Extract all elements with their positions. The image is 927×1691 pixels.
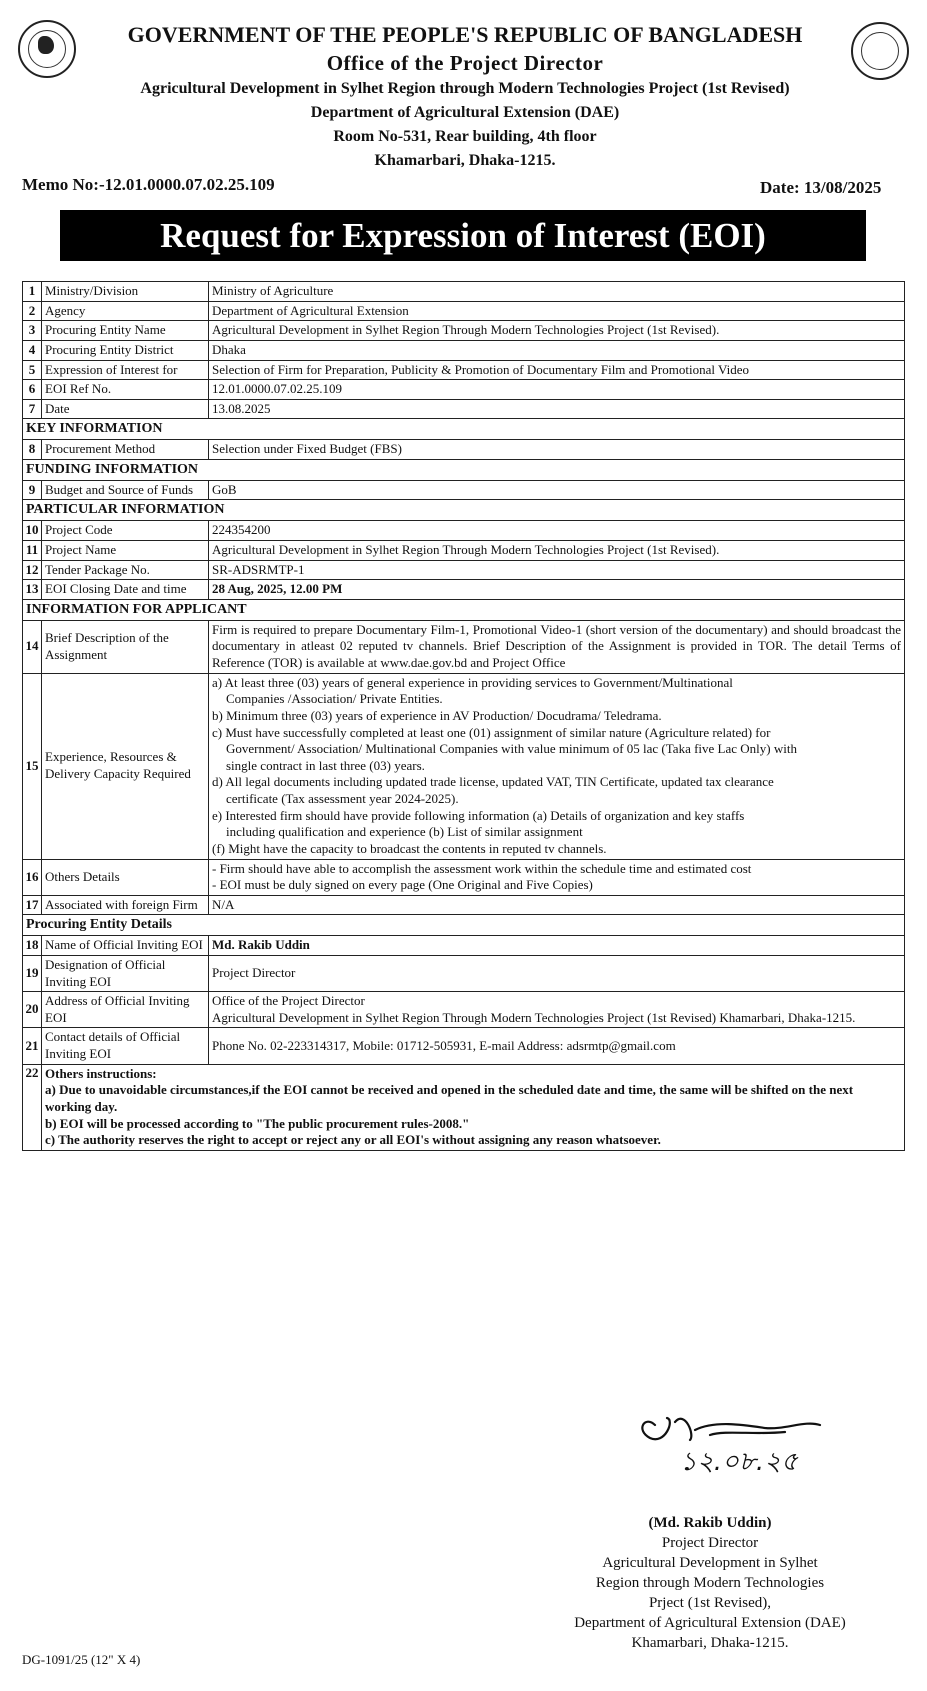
row-label: Contact details of Official Inviting EOI — [42, 1028, 209, 1064]
row-value: 28 Aug, 2025, 12.00 PM — [209, 580, 905, 600]
section-header — [23, 459, 905, 480]
footer-code: DG-1091/25 (12" X 4) — [22, 1652, 141, 1667]
instruction-a: a) Due to unavoidable circumstances,if the EOI cannot be received and opened in the scheduled date and time, the same will be shifted on the next working day. — [45, 1082, 854, 1114]
table-row — [23, 895, 905, 915]
table-row — [23, 992, 905, 1028]
row-value: Department of Agricultural Extension — [209, 301, 905, 321]
row-number: 12 — [23, 560, 42, 580]
address-line-1: Office of the Project Director — [212, 993, 365, 1009]
row-label: Associated with foreign Firm — [42, 895, 209, 915]
requirement-b: b) Minimum three (03) years of experience in AV Production/ Docudrama/ Teledrama. — [212, 707, 662, 723]
requirement-a-cont: Companies /Association/ Private Entities. — [226, 691, 443, 707]
signature-date: ১২.০৮.২৫ — [680, 1447, 798, 1477]
table-row — [23, 1064, 905, 1150]
row-number: 14 — [23, 620, 42, 673]
row-value: Firm is required to prepare Documentary Film-1, Promotional Video-1 (short version of the documentary) and should broadcast the documentary in atleast 02 reputed tv channels. Brief Description of the Assignment is provided in TOR. The detail Terms of Reference (TOR) is available at www.dae.gov.bd and Project Office — [209, 620, 905, 673]
row-number: 13 — [23, 580, 42, 600]
row-label: Tender Package No. — [42, 560, 209, 580]
signatory-name: (Md. Rakib Uddin) — [648, 1515, 772, 1531]
table-row — [23, 560, 905, 580]
row-number: 22 — [23, 1064, 42, 1150]
others-detail-1: - Firm should have able to accomplish the assessment work within the schedule time and estimated cost — [212, 860, 752, 876]
government-seal-icon — [18, 20, 76, 78]
table-row — [23, 936, 905, 956]
row-number: 15 — [23, 673, 42, 859]
signatory-line-3: Prject (1st Revised), — [648, 1595, 772, 1611]
row-number: 10 — [23, 521, 42, 541]
row-label: Procuring Entity District — [42, 340, 209, 360]
table-row — [23, 1028, 905, 1064]
row-value — [209, 673, 905, 859]
row-value: N/A — [209, 895, 905, 915]
row-label: Project Name — [42, 540, 209, 560]
row-label: Procurement Method — [42, 440, 209, 460]
table-row — [23, 399, 905, 419]
table-row — [23, 480, 905, 500]
row-number: 4 — [23, 340, 42, 360]
signatory-line-4: Department of Agricultural Extension (DAE) — [574, 1615, 846, 1631]
row-label: Others Details — [42, 859, 209, 895]
row-label: Designation of Official Inviting EOI — [42, 955, 209, 991]
row-value: Phone No. 02-223314317, Mobile: 01712-505931, E-mail Address: adsrmtp@gmail.com — [209, 1028, 905, 1064]
row-value: Ministry of Agriculture — [209, 282, 905, 302]
row-number: 19 — [23, 955, 42, 991]
row-value — [209, 992, 905, 1028]
row-number: 5 — [23, 360, 42, 380]
row-value: Dhaka — [209, 340, 905, 360]
row-value: Selection under Fixed Budget (FBS) — [209, 440, 905, 460]
signatory-line-5: Khamarbari, Dhaka-1215. — [631, 1635, 789, 1651]
header-project: Agricultural Development in Sylhet Region through Modern Technologies Project (1st Revised) — [140, 80, 790, 97]
section-header — [23, 500, 905, 521]
row-value: GoB — [209, 480, 905, 500]
row-label: Project Code — [42, 521, 209, 541]
requirement-c-cont: Government/ Association/ Multinational Companies with value minimum of 05 lac (Taka five Lac Only) with — [226, 741, 797, 757]
table-row — [23, 321, 905, 341]
row-value: 12.01.0000.07.02.25.109 — [209, 380, 905, 400]
row-number: 7 — [23, 399, 42, 419]
table-row — [23, 580, 905, 600]
row-value: 224354200 — [209, 521, 905, 541]
table-row — [23, 282, 905, 302]
signatory-line-2: Region through Modern Technologies — [595, 1575, 825, 1591]
row-label: Budget and Source of Funds — [42, 480, 209, 500]
eoi-table — [22, 281, 905, 1151]
memo-date: Date: 13/08/2025 — [760, 178, 882, 197]
page-title: Request for Expression of Interest (EOI) — [60, 210, 866, 261]
section-information-for-applicant: INFORMATION FOR APPLICANT — [23, 599, 905, 620]
requirement-e-cont: including qualification and experience (b) List of similar assignment — [226, 824, 583, 840]
requirement-a: a) At least three (03) years of general experience in providing services to Government/Multinational — [212, 674, 733, 690]
row-value — [209, 859, 905, 895]
table-row — [23, 521, 905, 541]
signatory-line-1: Agricultural Development in Sylhet — [602, 1555, 818, 1571]
section-key-information: KEY INFORMATION — [23, 419, 905, 440]
section-header — [23, 599, 905, 620]
requirement-d-cont: certificate (Tax assessment year 2024-2025). — [226, 791, 459, 806]
row-number: 16 — [23, 859, 42, 895]
section-procuring-entity-details: Procuring Entity Details — [23, 915, 905, 936]
others-instructions-title: Others instructions: — [45, 1065, 157, 1081]
table-row — [23, 540, 905, 560]
address-line-2: Agricultural Development in Sylhet Region Through Modern Technologies Project (1st Revised) Khamarbari, Dhaka-1215. — [212, 1009, 856, 1025]
table-row — [23, 620, 905, 673]
section-particular-information: PARTICULAR INFORMATION — [23, 500, 905, 521]
memo-number: Memo No:-12.01.0000.07.02.25.109 — [22, 175, 275, 194]
header-department: Department of Agricultural Extension (DAE) — [310, 104, 620, 121]
section-header — [23, 419, 905, 440]
row-label: Address of Official Inviting EOI — [42, 992, 209, 1028]
row-label: Date — [42, 399, 209, 419]
row-number: 9 — [23, 480, 42, 500]
row-number: 3 — [23, 321, 42, 341]
dae-seal-icon — [851, 22, 909, 80]
header-room: Room No-531, Rear building, 4th floor — [333, 128, 597, 145]
row-value — [42, 1064, 905, 1150]
row-value: Agricultural Development in Sylhet Region Through Modern Technologies Project (1st Revised). — [209, 321, 905, 341]
table-row — [23, 673, 905, 859]
requirement-c-cont2: single contract in last three (03) years. — [226, 757, 425, 773]
header-government: GOVERNMENT OF THE PEOPLE'S REPUBLIC OF BANGLADESH — [127, 22, 803, 47]
row-label: Experience, Resources & Delivery Capacity Required — [42, 673, 209, 859]
row-number: 1 — [23, 282, 42, 302]
section-header — [23, 915, 905, 936]
row-label: EOI Ref No. — [42, 380, 209, 400]
row-number: 18 — [23, 936, 42, 956]
requirement-f: (f) Might have the capacity to broadcast the contents in reputed tv channels. — [212, 840, 607, 856]
row-value: SR-ADSRMTP-1 — [209, 560, 905, 580]
table-row — [23, 380, 905, 400]
requirement-e: e) Interested firm should have provide following information (a) Details of organization and key staffs — [212, 807, 745, 823]
row-label: Procuring Entity Name — [42, 321, 209, 341]
table-row — [23, 859, 905, 895]
requirement-d: d) All legal documents including updated trade license, updated VAT, TIN Certificate, updated tax clearance — [212, 774, 774, 790]
requirement-c: c) Must have successfully completed at least one (01) assignment of similar nature (Agriculture related) for — [212, 724, 771, 740]
row-label: Name of Official Inviting EOI — [42, 936, 209, 956]
signatory-title: Project Director — [661, 1535, 759, 1551]
row-number: 6 — [23, 380, 42, 400]
row-label: EOI Closing Date and time — [42, 580, 209, 600]
signatory-block — [540, 1513, 880, 1653]
row-label: Ministry/Division — [42, 282, 209, 302]
instruction-b: b) EOI will be processed according to "The public procurement rules-2008." — [45, 1115, 470, 1131]
row-value: 13.08.2025 — [209, 399, 905, 419]
header-office: Office of the Project Director — [326, 51, 604, 75]
row-number: 2 — [23, 301, 42, 321]
row-number: 17 — [23, 895, 42, 915]
section-funding-information: FUNDING INFORMATION — [23, 459, 905, 480]
others-detail-2: - EOI must be duly signed on every page (One Original and Five Copies) — [212, 877, 593, 893]
row-number: 8 — [23, 440, 42, 460]
row-number: 20 — [23, 992, 42, 1028]
row-value: Project Director — [209, 955, 905, 991]
row-value: Agricultural Development in Sylhet Region Through Modern Technologies Project (1st Revised). — [209, 540, 905, 560]
row-label: Brief Description of the Assignment — [42, 620, 209, 673]
table-row — [23, 360, 905, 380]
row-number: 11 — [23, 540, 42, 560]
instruction-c: c) The authority reserves the right to accept or reject any or all EOI's without assigning any reason whatsoever. — [45, 1132, 661, 1148]
row-value: Selection of Firm for Preparation, Publicity & Promotion of Documentary Film and Promotional Video — [209, 360, 905, 380]
row-value: Md. Rakib Uddin — [209, 936, 905, 956]
table-row — [23, 340, 905, 360]
table-row — [23, 440, 905, 460]
handwritten-signature — [615, 1390, 845, 1500]
table-row — [23, 955, 905, 991]
row-label: Agency — [42, 301, 209, 321]
row-label: Expression of Interest for — [42, 360, 209, 380]
table-row — [23, 301, 905, 321]
header-city: Khamarbari, Dhaka-1215. — [374, 152, 556, 169]
row-number: 21 — [23, 1028, 42, 1064]
